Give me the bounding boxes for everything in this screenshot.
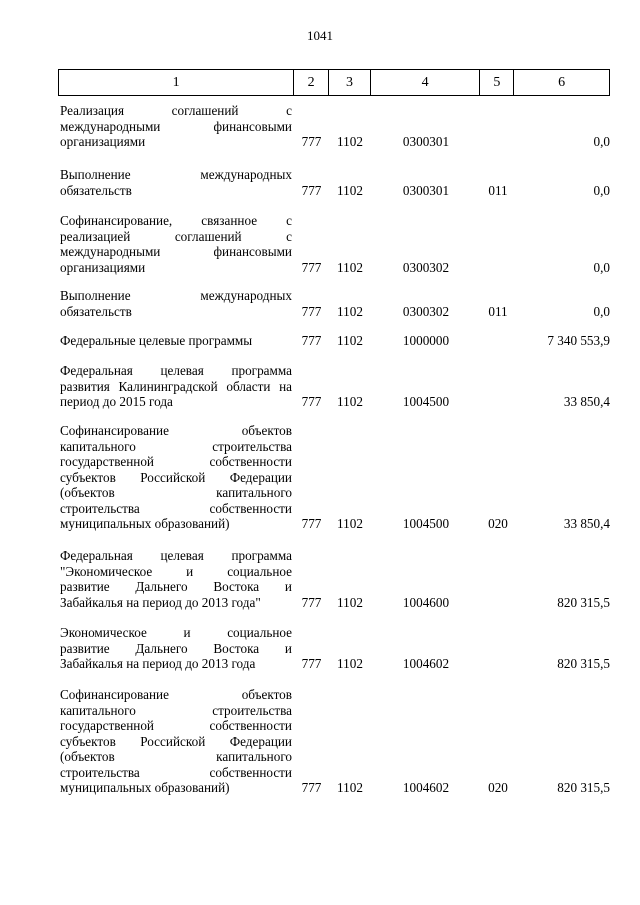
- table-row: [58, 423, 610, 532]
- cell-col-4: 0300301: [402, 182, 450, 198]
- cell-col-4: 0300301: [402, 134, 450, 149]
- description-line: (объектов капитального: [60, 749, 292, 764]
- description-line: субъектов Российской Федерации: [60, 469, 292, 485]
- cell-col-6: 0,0: [593, 303, 610, 319]
- row-description: [60, 213, 292, 275]
- cell-col-2: 777: [301, 394, 322, 409]
- table-row: [58, 167, 610, 198]
- description-line: организациями: [60, 134, 146, 149]
- cell-col-3: 1102: [337, 594, 363, 610]
- cell-col-2: 777: [301, 134, 322, 149]
- description-line: государственной собственности: [60, 718, 292, 733]
- description-line: обязательств: [60, 182, 132, 198]
- description-line: "Экономическое и социальное: [60, 563, 292, 579]
- table-row: [58, 625, 610, 672]
- cell-col-5: 020: [488, 516, 508, 531]
- description-line: Забайкалья на период до 2013 года: [60, 656, 256, 671]
- cell-col-6: 33 850,4: [563, 394, 610, 409]
- cell-col-6: 0,0: [593, 259, 610, 275]
- cell-col-2: 777: [301, 182, 322, 198]
- row-description: [60, 687, 292, 796]
- cell-col-4: 1004602: [402, 780, 450, 795]
- description-line: Забайкалья на период до 2013 года": [60, 594, 261, 610]
- cell-col-6: 0,0: [593, 182, 610, 198]
- cell-col-3: 1102: [337, 333, 363, 348]
- description-line: капитального строительства: [60, 438, 292, 454]
- description-line: субъектов Российской Федерации: [60, 733, 292, 749]
- description-line: (объектов капитального: [60, 485, 292, 500]
- cell-col-5: 011: [488, 182, 508, 198]
- header-col-1: 1: [59, 70, 294, 95]
- row-description: [60, 363, 292, 410]
- cell-col-2: 777: [301, 516, 322, 531]
- cell-col-6: 33 850,4: [563, 516, 610, 531]
- row-description: [60, 167, 292, 198]
- table-header: [58, 69, 610, 96]
- row-description: [60, 333, 292, 349]
- cell-col-2: 777: [301, 594, 322, 610]
- cell-col-6: 820 315,5: [557, 780, 610, 795]
- row-description: [60, 625, 292, 672]
- cell-col-4: 1004500: [402, 394, 450, 409]
- description-line: Выполнение международных: [60, 167, 292, 182]
- description-line: муниципальных образований): [60, 780, 230, 795]
- description-line: период до 2015 года: [60, 394, 173, 409]
- description-line: Выполнение международных: [60, 288, 292, 303]
- row-description: [60, 423, 292, 532]
- description-line: Софинансирование, связанное с: [60, 213, 292, 228]
- cell-col-5: 011: [488, 303, 508, 319]
- cell-col-6: 0,0: [593, 134, 610, 149]
- cell-col-3: 1102: [337, 780, 363, 795]
- table-row: [58, 333, 610, 349]
- row-description: [60, 288, 292, 319]
- cell-col-2: 777: [301, 333, 322, 348]
- cell-col-4: 1004500: [402, 516, 450, 531]
- description-line: Экономическое и социальное: [60, 625, 292, 640]
- header-col-5: 5: [480, 70, 514, 95]
- table-row: [58, 548, 610, 610]
- description-line: муниципальных образований): [60, 516, 230, 531]
- cell-col-6: 7 340 553,9: [547, 333, 610, 348]
- description-line: международными финансовыми: [60, 244, 292, 259]
- header-col-2: 2: [294, 70, 329, 95]
- description-line: развитие Дальнего Востока и: [60, 579, 292, 594]
- cell-col-3: 1102: [337, 516, 363, 531]
- description-line: реализацией соглашений с: [60, 228, 292, 244]
- cell-col-3: 1102: [337, 303, 363, 319]
- table-row: [58, 288, 610, 319]
- description-line: Федеральная целевая программа: [60, 363, 292, 378]
- table-row: [58, 103, 610, 150]
- header-col-6: 6: [558, 75, 566, 90]
- cell-col-2: 777: [301, 259, 322, 275]
- cell-col-6: 820 315,5: [557, 594, 610, 610]
- description-line: Федеральная целевая программа: [60, 548, 292, 563]
- description-line: Софинансирование объектов: [60, 687, 292, 702]
- description-line: строительства собственности: [60, 764, 292, 780]
- description-line: международными финансовыми: [60, 118, 292, 134]
- cell-col-3: 1102: [337, 394, 363, 409]
- cell-col-4: 0300302: [402, 303, 450, 319]
- cell-col-3: 1102: [337, 656, 363, 671]
- cell-col-4: 1000000: [402, 333, 450, 348]
- cell-col-4: 0300302: [402, 259, 450, 275]
- description-line: Реализация соглашений с: [60, 103, 292, 118]
- cell-col-6: 820 315,5: [557, 656, 610, 671]
- header-col-3: 3: [329, 70, 371, 95]
- description-line: строительства собственности: [60, 500, 292, 516]
- cell-col-3: 1102: [337, 259, 363, 275]
- description-line: Федеральные целевые программы: [60, 333, 253, 348]
- cell-col-2: 777: [301, 656, 322, 671]
- description-line: Софинансирование объектов: [60, 423, 292, 438]
- row-description: [60, 103, 292, 150]
- description-line: развитие Дальнего Востока и: [60, 640, 292, 656]
- page-number: 1041: [307, 28, 333, 43]
- row-description: [60, 548, 292, 610]
- description-line: развития Калининградской области на: [60, 378, 292, 394]
- cell-col-4: 1004600: [402, 594, 450, 610]
- table-row: [58, 363, 610, 410]
- header-col-4: 4: [371, 70, 481, 95]
- description-line: государственной собственности: [60, 454, 292, 469]
- cell-col-4: 1004602: [402, 656, 450, 671]
- cell-col-3: 1102: [337, 134, 363, 149]
- table-row: [58, 687, 610, 796]
- cell-col-3: 1102: [337, 182, 363, 198]
- description-line: обязательств: [60, 303, 132, 319]
- cell-col-5: 020: [488, 780, 508, 795]
- description-line: капитального строительства: [60, 702, 292, 718]
- cell-col-2: 777: [301, 303, 322, 319]
- description-line: организациями: [60, 259, 146, 275]
- cell-col-2: 777: [301, 780, 322, 795]
- table-row: [58, 213, 610, 275]
